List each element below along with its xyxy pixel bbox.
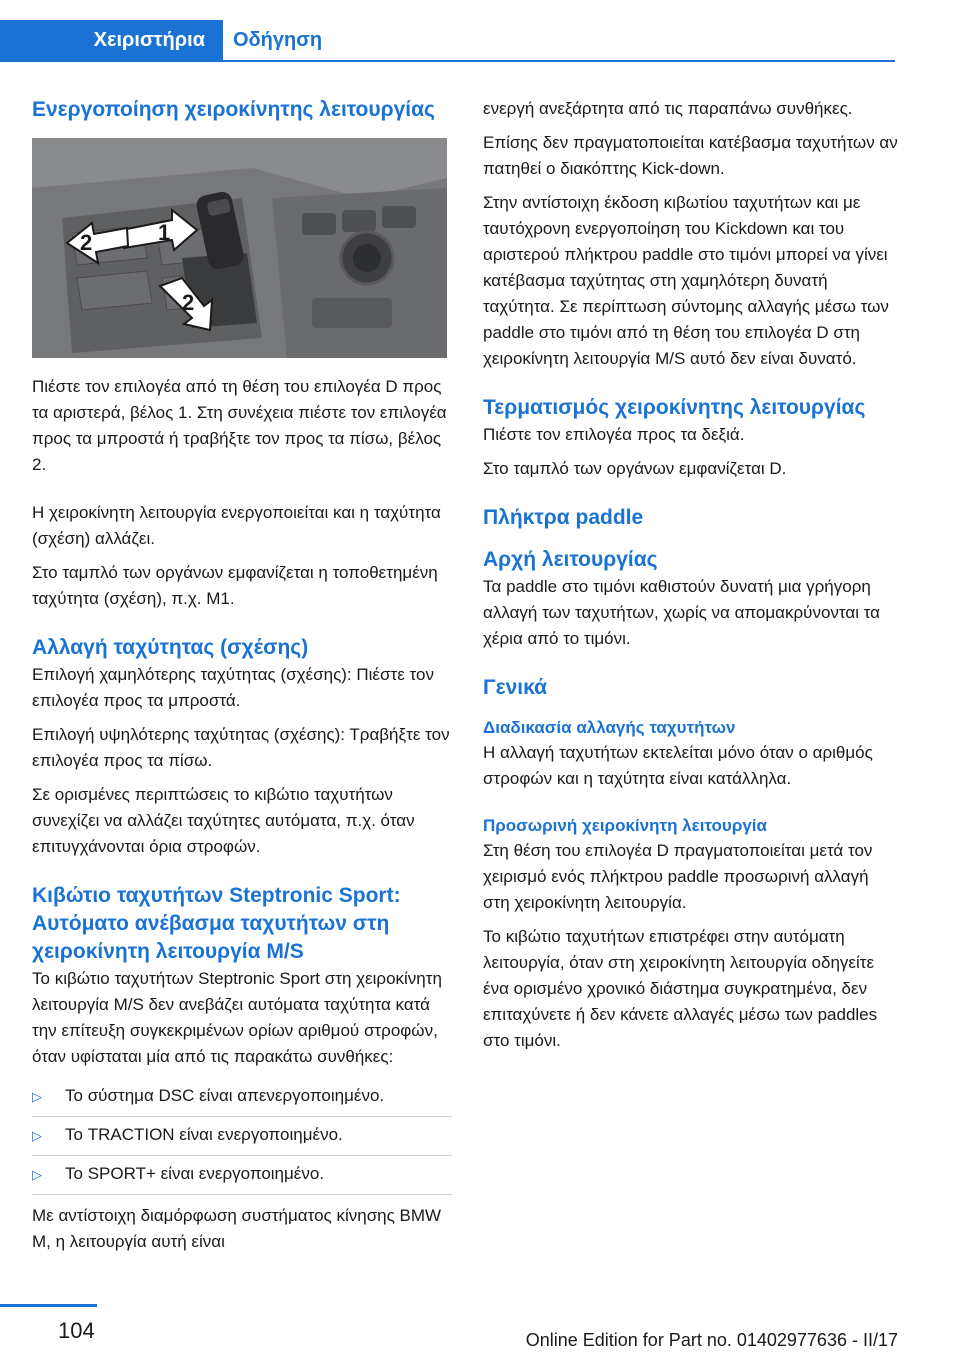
heading-general: Γενικά	[483, 676, 548, 699]
paragraph: Στη θέση του επιλογέα D πραγματοποιείται μετά τον χειρισμό ενός πλήκτρου paddle προσωρινή αλλαγή στη χειροκίνητη λειτουργία.	[483, 841, 873, 912]
conditions-list	[32, 1078, 452, 1195]
triangle-bullet-icon: ▷	[32, 1167, 42, 1182]
list-item: ▷ Το TRACTION είναι ενεργοποιημένο.	[32, 1117, 452, 1156]
right-column	[483, 96, 898, 1062]
paragraph: Στο ταμπλό των οργάνων εμφανίζεται η τοποθετημένη ταχύτητα (σχέση), π.χ. M1.	[32, 563, 438, 608]
paragraph: Με αντίστοιχη διαμόρφωση συστήματος κίνησης BMW M, η λειτουργία αυτή είναι	[32, 1206, 442, 1251]
paragraph: Στο ταμπλό των οργάνων εμφανίζεται D.	[483, 459, 787, 478]
heading-activate-manual: Ενεργοποίηση χειροκίνητης λειτουργίας	[32, 98, 435, 121]
triangle-bullet-icon: ▷	[32, 1089, 42, 1104]
heading-shift-procedure: Διαδικασία αλλαγής ταχυτήτων	[483, 718, 736, 737]
edition-note: Online Edition for Part no. 01402977636 - II/17	[525, 1330, 898, 1350]
paragraph: Η χειροκίνητη λειτουργία ενεργοποιείται και η ταχύτητα (σχέση) αλλάζει.	[32, 503, 441, 548]
paragraph: Η αλλαγή ταχυτήτων εκτελείται μόνο όταν ο αριθμός στροφών και η ταχύτητα είναι κατάλληλα.	[483, 743, 873, 788]
section-tab-controls[interactable]: Χειριστήρια	[0, 20, 223, 60]
gear-selector-figure	[32, 138, 447, 358]
gear-selector-illustration	[32, 138, 447, 358]
paragraph: Στην αντίστοιχη έκδοση κιβωτίου ταχυτήτων και με ταυτόχρονη ενεργοποίηση του Kickdown και του αριστερού πλήκτρου paddle στο τιμόνι μπορεί να γίνει κατέβασμα ταχύτητας στη χαμηλότερη δυνατή ταχύτητα. Σε περίπτωση σύντομης αλλαγής μέσω των paddle στο τιμόνι από τη θέση του επιλογέα D στη χειροκίνητη λειτουργία M/S αυτό δεν είναι δυνατό.	[483, 193, 889, 368]
paragraph: Πιέστε τον επιλογέα από τη θέση του επιλογέα D προς τα αριστερά, βέλος 1. Στη συνέχεια πιέστε τον επιλογέα προς τα μπροστά ή τραβήξτε τον προς τα πίσω, βέλος 2.	[32, 377, 447, 474]
page-number: 104	[58, 1318, 95, 1343]
heading-steptronic-sport: Κιβώτιο ταχυτήτων Steptronic Sport: Αυτόματο ανέβασμα ταχυτήτων στη χειροκίνητη λειτουργία M/S	[32, 884, 401, 963]
footer-rule	[0, 1304, 97, 1307]
section-tab-driving[interactable]: Οδήγηση	[233, 28, 323, 51]
heading-temporary-manual: Προσωρινή χειροκίνητη λειτουργία	[483, 816, 767, 835]
arrow-label-2-bottom: 2	[182, 290, 195, 315]
arrow-label-1: 1	[158, 220, 171, 245]
top-header	[0, 0, 960, 62]
paragraph: Επιλογή χαμηλότερης ταχύτητας (σχέσης): Πιέστε τον επιλογέα προς τα μπροστά.	[32, 665, 434, 710]
header-rule	[0, 60, 895, 62]
paragraph: Το κιβώτιο ταχυτήτων επιστρέφει στην αυτόματη λειτουργία, όταν στη χειροκίνητη λειτουργία οδηγείτε ένα ορισμένο χρονικό διάστημα συγκρατημένα, δεν επιταχύνετε ή δεν κάνετε αλλαγές μέσω των paddles στο τιμόνι.	[483, 927, 878, 1050]
paragraph: Το κιβώτιο ταχυτήτων Steptronic Sport στη χειροκίνητη λειτουργία M/S δεν ανεβάζει αυτόματα ταχύτητα κατά την επίτευξη συγκεκριμένων ορίων αριθμού στροφών, όταν υφίσταται μία από τις παρακάτω συνθήκες:	[32, 969, 442, 1066]
paragraph: Επιλογή υψηλότερης ταχύτητας (σχέσης): Τραβήξτε τον επιλογέα προς τα πίσω.	[32, 725, 450, 770]
heading-gear-change: Αλλαγή ταχύτητας (σχέσης)	[32, 636, 309, 659]
heading-principle: Αρχή λειτουργίας	[483, 548, 658, 571]
paragraph: Σε ορισμένες περιπτώσεις το κιβώτιο ταχυτήτων συνεχίζει να αλλάζει ταχύτητες αυτόματα, π.χ. όταν επιτυγχάνονται όρια στροφών.	[32, 785, 415, 856]
heading-end-manual: Τερματισμός χειροκίνητης λειτουργίας	[483, 396, 866, 419]
list-item: ▷ Το SPORT+ είναι ενεργοποιημένο.	[32, 1156, 452, 1195]
triangle-bullet-icon: ▷	[32, 1128, 42, 1143]
arrow-label-2-top: 2	[80, 230, 93, 255]
left-column	[32, 96, 452, 1263]
paragraph: Επίσης δεν πραγματοποιείται κατέβασμα ταχυτήτων αν πατηθεί ο διακόπτης Kick-down.	[483, 133, 898, 178]
paragraph: Τα paddle στο τιμόνι καθιστούν δυνατή μια γρήγορη αλλαγή των ταχυτήτων, χωρίς να απομακρύνονται τα χέρια από το τιμόνι.	[483, 577, 881, 648]
heading-paddle-keys: Πλήκτρα paddle	[483, 506, 644, 529]
paragraph: ενεργή ανεξάρτητα από τις παραπάνω συνθήκες.	[483, 99, 853, 118]
list-item: ▷ Το σύστημα DSC είναι απενεργοποιημένο.	[32, 1078, 452, 1117]
paragraph: Πιέστε τον επιλογέα προς τα δεξιά.	[483, 425, 745, 444]
